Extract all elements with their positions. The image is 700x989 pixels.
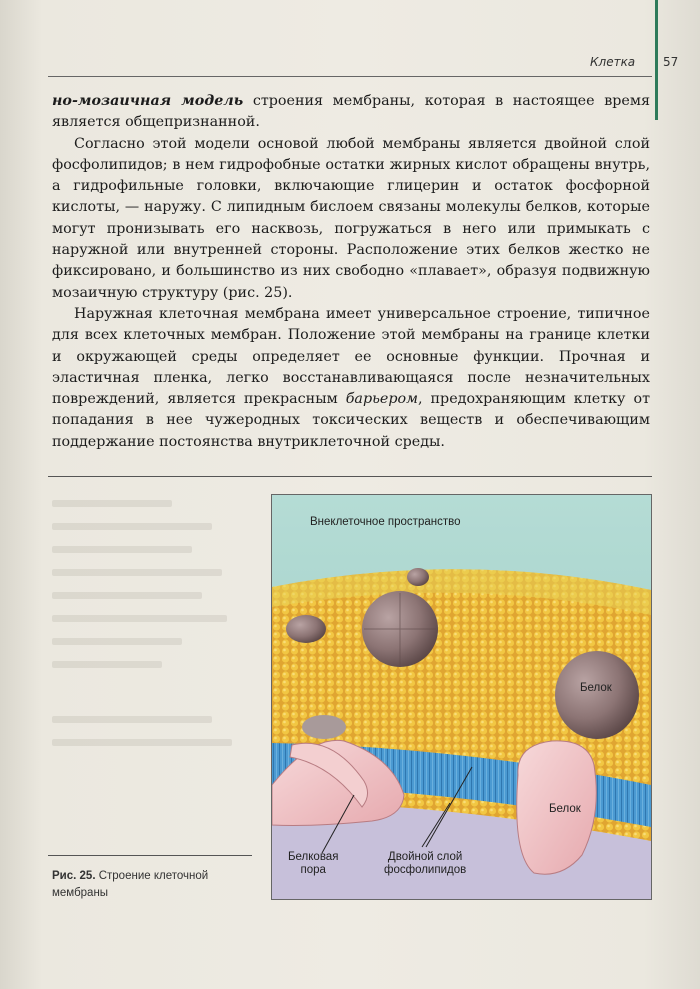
show-through-line: [52, 615, 227, 622]
label-protein-lower: Белок: [549, 803, 581, 815]
caption-text: Строение клеточной мембраны: [52, 870, 209, 899]
italic-term-model: но-мозаичная модель: [52, 93, 244, 109]
protein-small-top: [407, 568, 429, 586]
paragraph-3-end: , предохраняющим клетку от попадания в нее чужеродных токсических веществ и обеспечивающим поддержание постоянства внутриклеточной среды.: [52, 391, 650, 450]
paragraph-1-text: строения мембраны, которая в настоящее время является общепризнанной.: [52, 93, 650, 131]
caption-label: Рис. 25.: [52, 870, 96, 882]
page-edge-line: [655, 0, 658, 120]
header-rule: [48, 76, 652, 77]
label-protein-pore: Белковая пора: [288, 851, 339, 876]
protein-small-left: [286, 615, 326, 643]
protein-right: [555, 651, 639, 739]
figure-caption: [52, 868, 257, 902]
label-extracellular: Внеклеточное пространство: [310, 516, 461, 528]
show-through-line: [52, 500, 172, 507]
label-bilayer: Двойной слой фосфолипидов: [384, 851, 467, 876]
label-protein-right: Белок: [580, 682, 612, 694]
show-through-line: [52, 546, 192, 553]
section-divider: [48, 476, 652, 477]
body-text: [52, 91, 650, 453]
show-through-line: [52, 739, 232, 746]
show-through-line: [52, 638, 182, 645]
page-number: 57: [663, 55, 679, 69]
show-through-line: [52, 592, 202, 599]
paragraph-2: Согласно этой модели основой любой мембраны является двойной слой фосфолипидов; в нем гидрофобные остатки жирных кислот обращены внутрь, а гидрофильные головки, включающие глицерин и остаток фосфорной кислоты, — наружу. С липидным бислоем связаны молекулы белков, которые могут пронизывать его насквозь, погружаться в него или примыкать с наружной или внутренней стороны. Расположение этих белков жестко не фиксировано, и большинство из них свободно «плавает», образуя подвижную мозаичную структуру (рис. 25).: [52, 135, 650, 301]
show-through-line: [52, 569, 222, 576]
show-through-line: [52, 523, 212, 530]
paragraph-3-start: Наружная клеточная мембрана имеет универсальное строение, типичное для всех клеточных мембран. Положение этой мембраны на границе клетки и окружающей среды определяет ее основные функции. Прочная и эластичная пленка, легко восстанавливающаяся после незначительных повреждений, является прекрасным: [52, 305, 650, 408]
protein-bump: [302, 715, 346, 739]
membrane-figure: [271, 494, 652, 900]
italic-term-barrier: барьером: [345, 391, 418, 408]
show-through-line: [52, 661, 162, 668]
paragraph-1: [52, 91, 650, 134]
running-header-title: Клетка: [590, 55, 636, 69]
caption-rule: [48, 855, 252, 856]
paragraph-3: [52, 304, 650, 453]
show-through-line: [52, 716, 212, 723]
membrane-illustration: [272, 495, 651, 899]
